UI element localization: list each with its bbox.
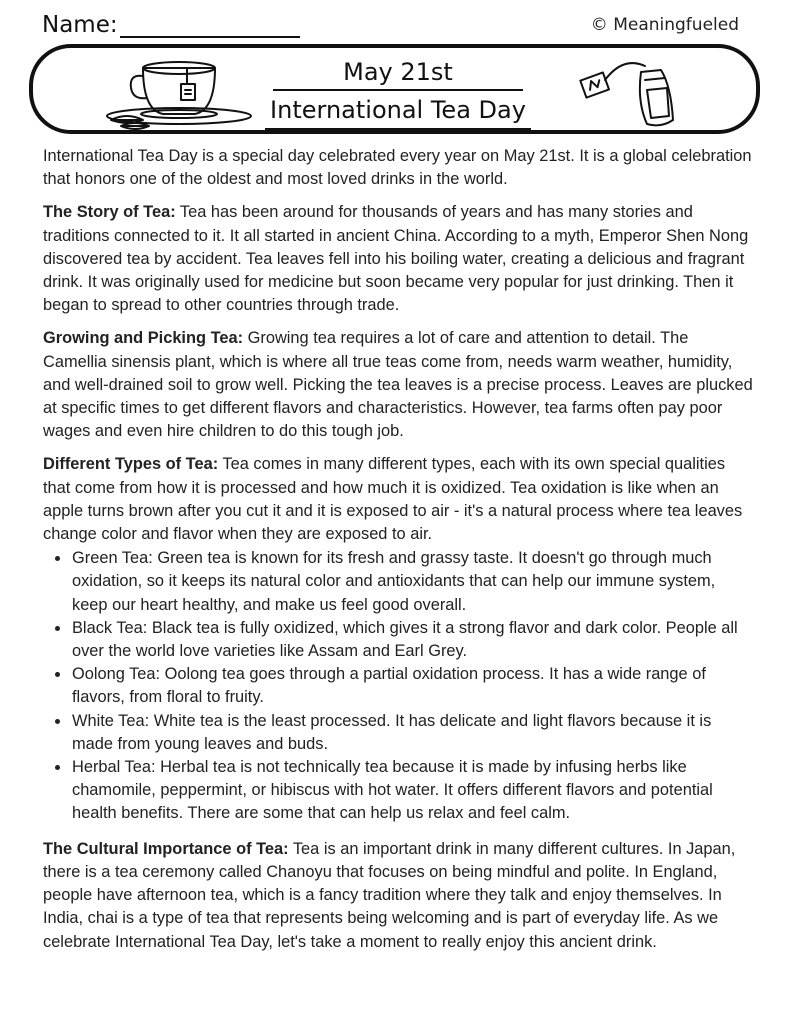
story-paragraph [43, 201, 753, 317]
growing-text: Growing tea requires a lot of care and attention to detail. The Camellia sinensis plant, which is where all true teas come from, needs warm weather, humidity, and well-drained soil to grow well. Picking the tea leaves is a precise process. Leaves are plucked at specific times to get different flavors and characteristics. However, tea farms often pay poor wages and even hire children to do this tough job. [43, 329, 753, 441]
title-banner [29, 44, 760, 134]
list-item-white-tea: • White Tea: White tea is the least processed. It has delicate and light flavors because it is made from young leaves and buds. [71, 710, 753, 756]
growing-heading: Growing and Picking Tea: [43, 329, 244, 348]
story-text: Tea has been around for thousands of years and has many stories and traditions connected to it. It all started in ancient China. According to a myth, Emperor Shen Nong discovered tea by accident. Tea leaves fell into his boiling water, creating a delicious and fragrant drink. It was originally used for medicine but soon became very popular for just drinking. Then it began to spread to other countries through trade. [43, 203, 749, 315]
teabag-illustration [575, 56, 685, 140]
list-item-oolong-tea: • Oolong Tea: Oolong tea goes through a partial oxidation process. It has a wide range of flavors, from floral to fruity. [71, 663, 753, 709]
name-label-row [42, 12, 300, 38]
banner-bottom-rule [265, 128, 531, 130]
banner-top-rule [273, 89, 523, 91]
copyright-text: © Meaningfueled [590, 15, 739, 35]
culture-text: Tea is an important drink in many different cultures. In Japan, there is a tea ceremony called Chanoyu that focuses on being mindful and polite. In England, people have afternoon tea, which is a fancy tradition where they talk and enjoy themselves. In India, chai is a type of tea that represents being welcoming and is part of everyday life. As we celebrate International Tea Day, let's take a moment to really enjoy this ancient drink. [43, 839, 736, 951]
banner-title: International Tea Day [270, 96, 526, 124]
teacup-illustration [91, 54, 261, 134]
culture-paragraph [43, 838, 753, 954]
tea-types-list [43, 547, 753, 825]
article-body [43, 145, 753, 964]
types-text: Tea comes in many different types, each with its own special qualities that come from how it is processed and how much it is oxidized. Tea oxidation is like when an apple turns brown after you cut it and it is exposed to air - it's a natural process where tea leaves change color and flavor when they are exposed to air. [43, 455, 743, 544]
list-item-black-tea: • Black Tea: Black tea is fully oxidized, which gives it a strong flavor and dark color. People all over the world love varieties like Assam and Earl Grey. [71, 617, 753, 663]
list-item-green-tea: • Green Tea: Green tea is known for its fresh and grassy taste. It doesn't go through much oxidation, so it keeps its natural color and antioxidants that can help our immune system, keep our heart healthy, and make us feel good overall. [71, 547, 753, 617]
types-paragraph [43, 453, 753, 546]
banner-date: May 21st [343, 58, 453, 86]
types-heading: Different Types of Tea: [43, 455, 219, 474]
growing-paragraph [43, 327, 753, 443]
culture-heading: The Cultural Importance of Tea: [43, 839, 289, 858]
story-heading: The Story of Tea: [43, 203, 176, 222]
name-label: Name: [42, 12, 118, 38]
list-item-herbal-tea: • Herbal Tea: Herbal tea is not technically tea because it is made by infusing herbs like chamomile, peppermint, or hibiscus with hot water. It offers different flavors and potential health benefits. There are some that can help us relax and feel calm. [71, 756, 753, 826]
intro-paragraph: International Tea Day is a special day celebrated every year on May 21st. It is a global celebration that honors one of the oldest and most loved drinks in the world. [43, 147, 752, 189]
name-write-line[interactable] [120, 14, 300, 38]
